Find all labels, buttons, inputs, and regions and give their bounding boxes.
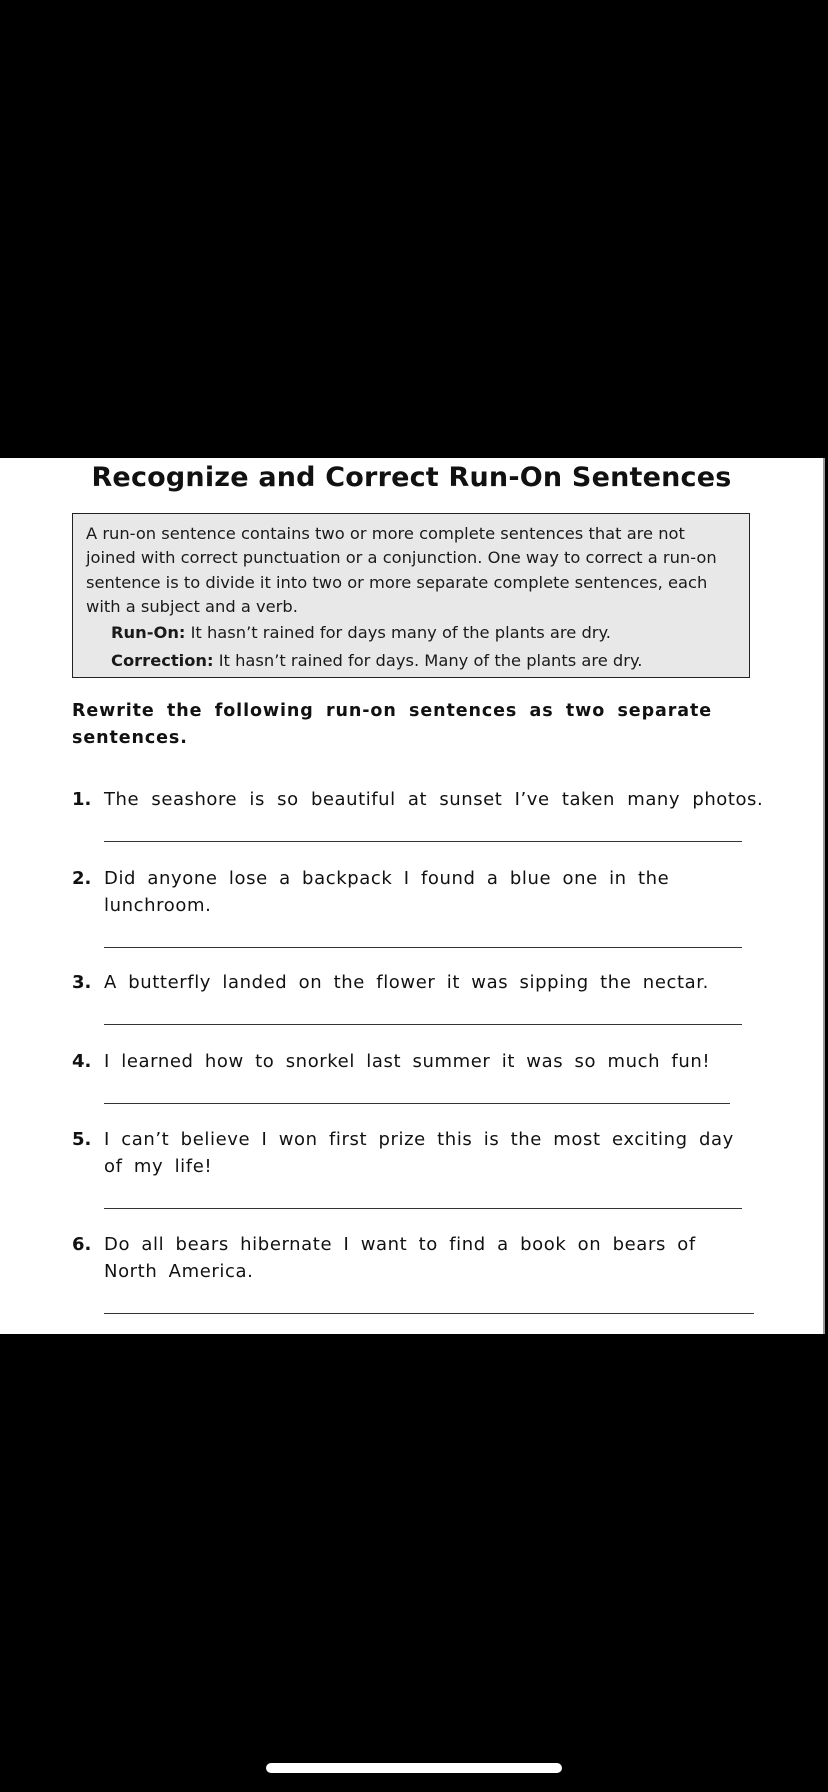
home-indicator[interactable] [266,1763,562,1773]
item-sentence: Do all bears hibernate I want to find a book on bears of North America. [104,1234,696,1282]
item-number: 3. [72,972,92,993]
correction-label: Correction: [111,651,214,671]
item-number: 4. [72,1051,92,1072]
item-sentence: I can’t believe I won first prize this is the most exciting day of my life! [104,1129,734,1177]
item-sentence: Did anyone lose a backpack I found a blue one in the lunchroom. [104,868,670,916]
answer-line[interactable] [104,1103,730,1104]
item-number: 5. [72,1129,92,1150]
item-number: 6. [72,1234,92,1255]
answer-line[interactable] [104,1313,754,1314]
answer-line[interactable] [104,1208,742,1209]
answer-line[interactable] [104,947,742,948]
answer-line[interactable] [104,841,742,842]
correction-example [86,647,737,675]
instructions: Rewrite the following run-on sentences as two separate sentences. [72,701,712,748]
item-number: 2. [72,868,92,889]
item-sentence: The seashore is so beautiful at sunset I’ve taken many photos. [104,789,764,810]
definition-text: A run-on sentence contains two or more complete sentences that are not joined with correct punctuation or a conjunction. One way to correct a run-on sentence is to divide it into two or more separate complete sentences, each with a subject and a verb. [86,524,717,616]
item-number: 1. [72,789,92,810]
item-sentence: A butterfly landed on the flower it was sipping the nectar. [104,972,709,993]
run-on-text: It hasn’t rained for days many of the plants are dry. [190,623,611,643]
item-sentence: I learned how to snorkel last summer it was so much fun! [104,1051,711,1072]
page-edge-divider [823,458,825,1334]
correction-text: It hasn’t rained for days. Many of the plants are dry. [218,651,643,671]
worksheet-title: Recognize and Correct Run-On Sentences [91,462,732,493]
worksheet-page [0,458,823,1334]
run-on-label: Run-On: [111,623,186,643]
answer-line[interactable] [104,1024,742,1025]
definition-box [72,513,750,678]
run-on-example [86,619,737,647]
